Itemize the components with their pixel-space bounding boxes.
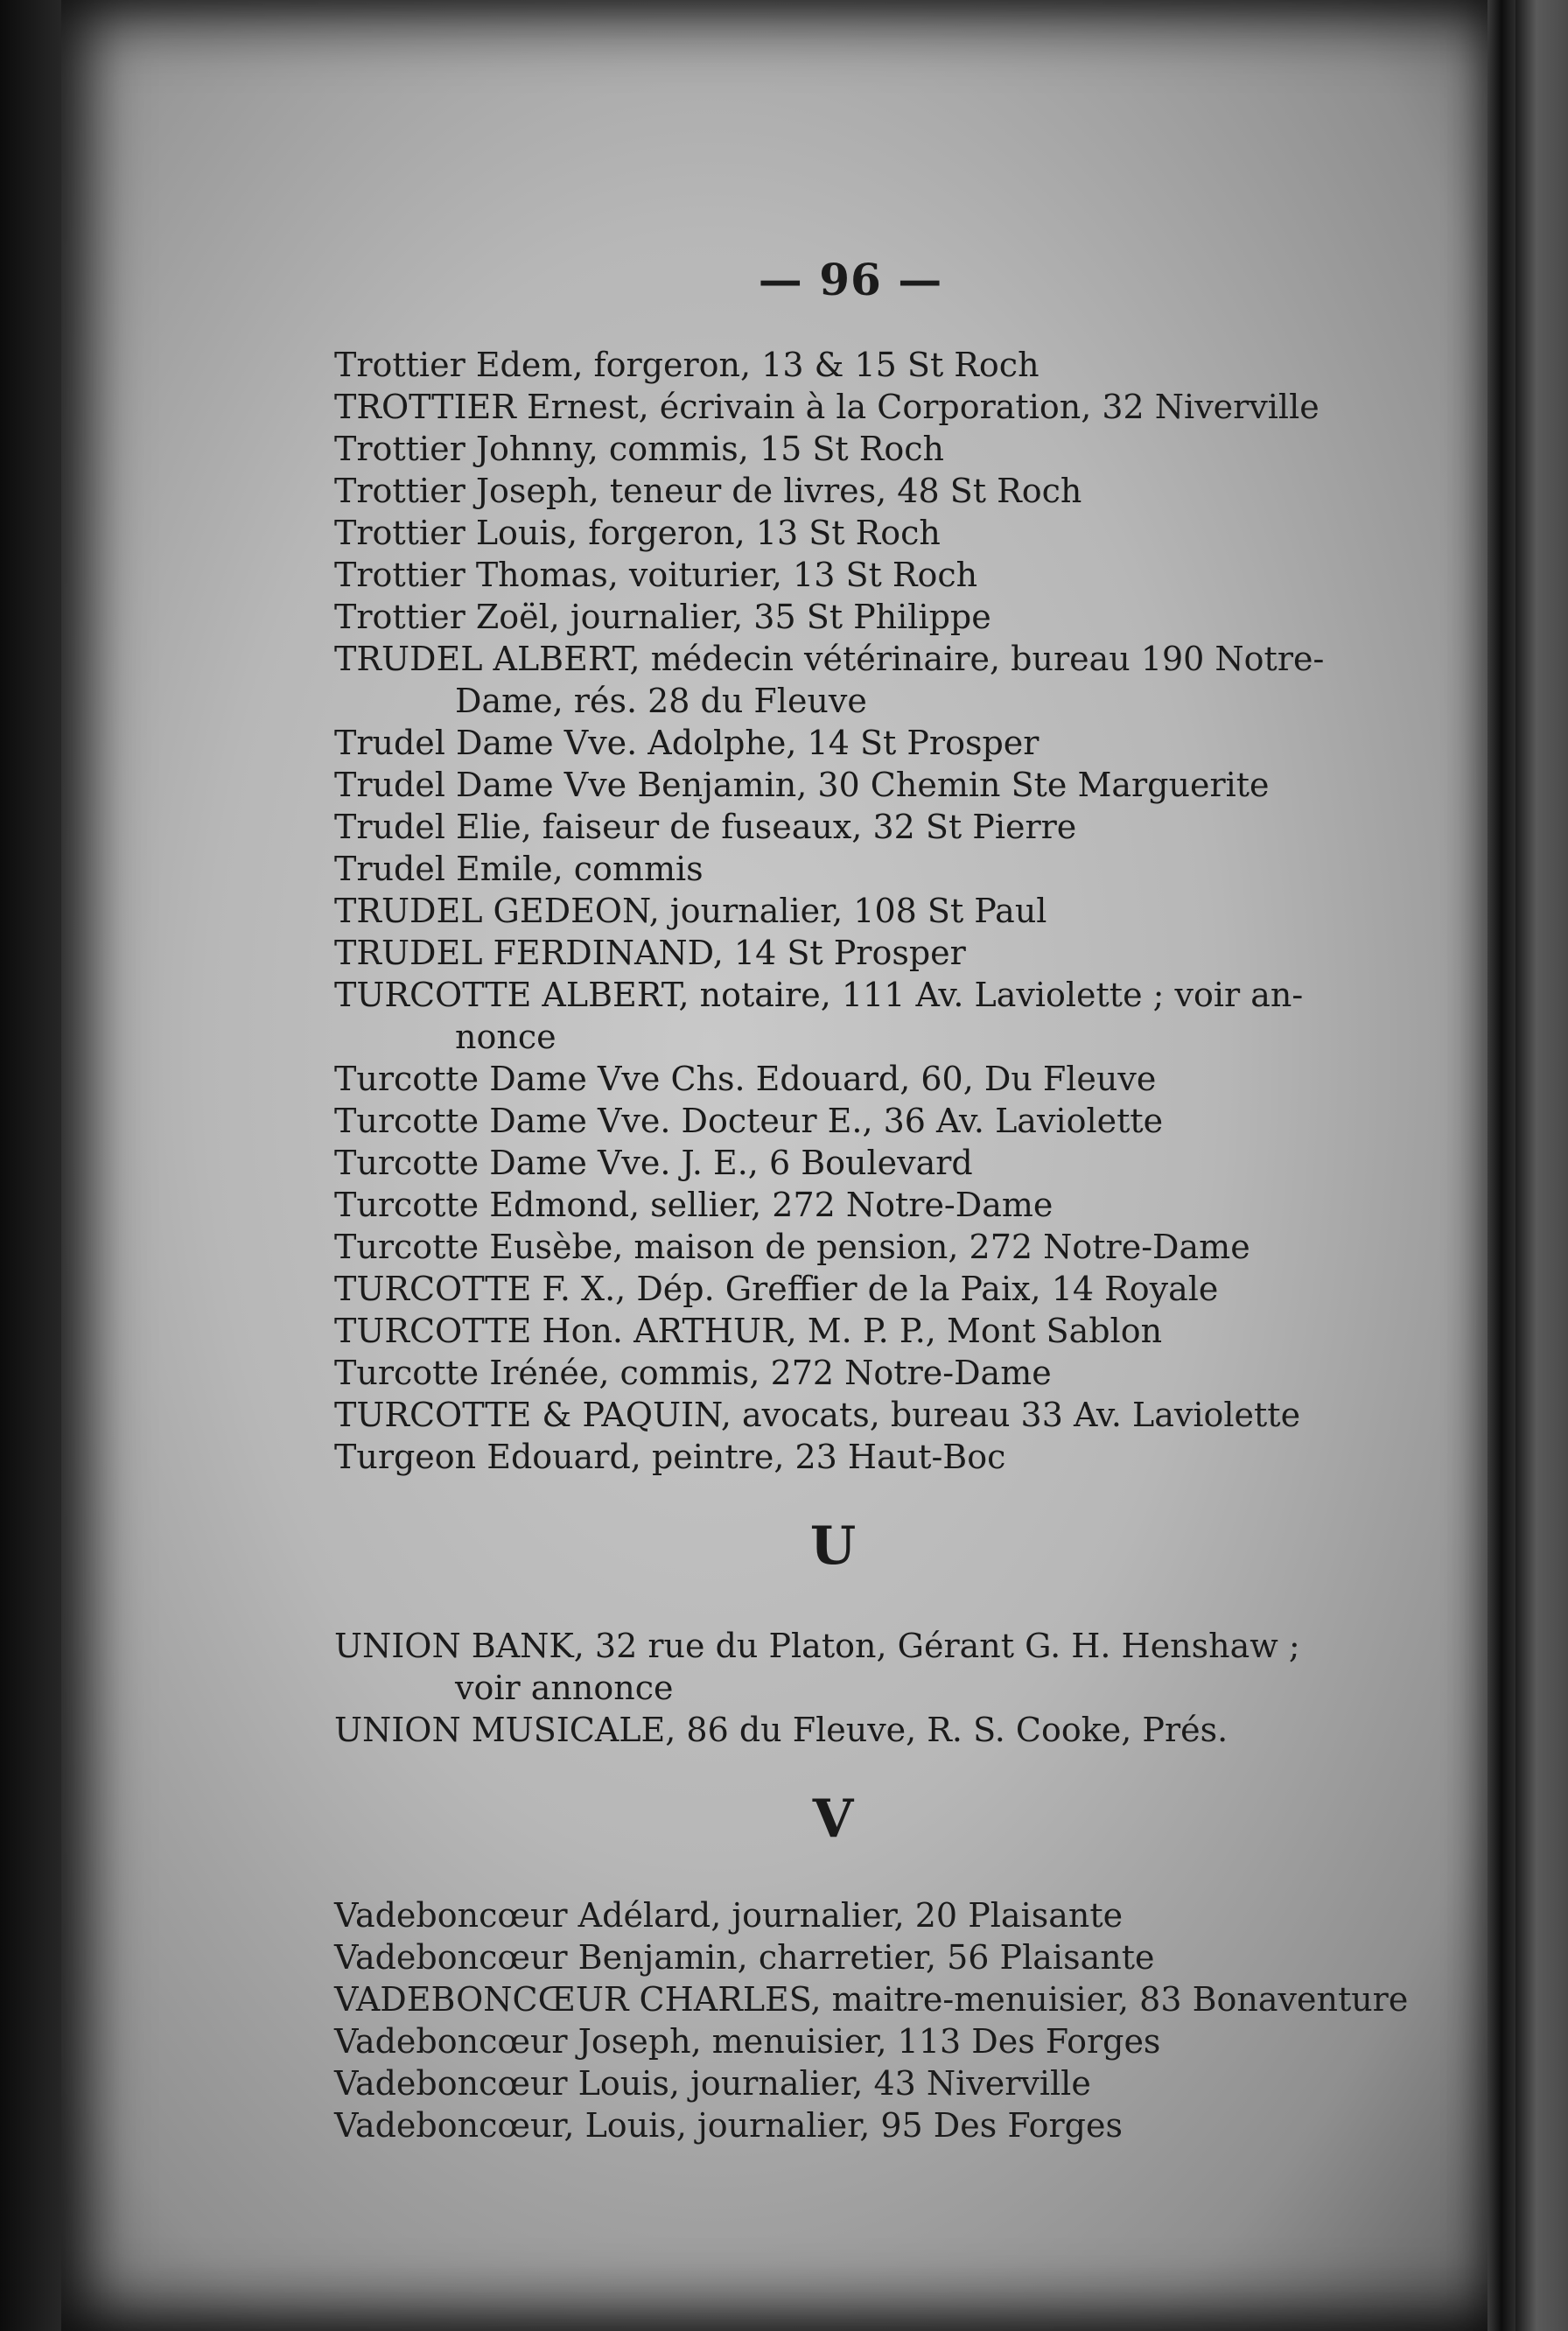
entries-section-u: [334, 1625, 1472, 1751]
directory-entry: [334, 1100, 1472, 1142]
entry-text: TURCOTTE Hon. ARTHUR, M. P. P., Mont Sablon: [334, 1312, 1163, 1350]
entry-text: Vadeboncœur Louis, journalier, 43 Niverville: [334, 2064, 1091, 2103]
directory-entry: [334, 1709, 1472, 1751]
entry-text: UNION BANK, 32 rue du Platon, Gérant G. H. Henshaw ;: [334, 1627, 1300, 1665]
directory-entry: [334, 1978, 1472, 2020]
entries-section-v: [334, 1894, 1472, 2146]
directory-entry: [334, 2104, 1472, 2146]
directory-entry: [334, 722, 1472, 764]
directory-entry: [334, 1226, 1472, 1268]
entry-text: Turcotte Dame Vve. J. E., 6 Boulevard: [334, 1144, 973, 1182]
directory-entry: [334, 386, 1472, 428]
directory-entry: [334, 1142, 1472, 1184]
directory-entry: [334, 974, 1472, 1058]
entry-text: TRUDEL ALBERT, médecin vétérinaire, bureau 190 Notre-: [334, 640, 1325, 678]
directory-entry: [334, 1436, 1472, 1478]
entry-text: Trottier Thomas, voiturier, 13 St Roch: [334, 556, 978, 594]
directory-entry: [334, 470, 1472, 512]
entry-text: VADEBONCŒUR CHARLES, maitre-menuisier, 83 Bonaventure: [334, 1980, 1409, 2019]
entry-text: TRUDEL GEDEON, journalier, 108 St Paul: [334, 892, 1047, 930]
directory-entry: [334, 1310, 1472, 1352]
directory-entry: [334, 1058, 1472, 1100]
entry-text: Turcotte Edmond, sellier, 272 Notre-Dame: [334, 1186, 1054, 1224]
entry-text: TURCOTTE & PAQUIN, avocats, bureau 33 Av. Laviolette: [334, 1396, 1301, 1434]
directory-entry: [334, 1394, 1472, 1436]
entry-text: Turgeon Edouard, peintre, 23 Haut-Boc: [334, 1438, 1006, 1476]
entry-text: Turcotte Dame Vve Chs. Edouard, 60, Du Fleuve: [334, 1060, 1157, 1098]
section-letter-v: V: [812, 1788, 854, 1850]
directory-entry: [334, 428, 1472, 470]
directory-entry: [334, 2062, 1472, 2104]
directory-entry: [334, 344, 1472, 386]
entry-text: TURCOTTE ALBERT, notaire, 111 Av. Laviolette ; voir an-: [334, 976, 1304, 1014]
entry-text: Trottier Johnny, commis, 15 St Roch: [334, 430, 945, 468]
entry-continuation: voir annonce: [455, 1669, 674, 1707]
directory-entry: [334, 764, 1472, 806]
page-number: — 96 —: [758, 254, 943, 305]
scan-left-edge: [0, 0, 70, 2331]
directory-entry: [334, 554, 1472, 596]
entry-text: Trottier Louis, forgeron, 13 St Roch: [334, 514, 941, 552]
entry-text: Vadeboncœur Joseph, menuisier, 113 Des Forges: [334, 2022, 1161, 2061]
adjacent-page-edge: [1516, 0, 1568, 2331]
entry-text: Trudel Dame Vve. Adolphe, 14 St Prosper: [334, 724, 1040, 762]
entry-continuation: Dame, rés. 28 du Fleuve: [455, 682, 867, 720]
directory-text: [334, 254, 1472, 2146]
directory-entry: [334, 596, 1472, 638]
directory-entry: [334, 638, 1472, 722]
entry-text: Vadeboncœur, Louis, journalier, 95 Des Forges: [334, 2106, 1123, 2145]
entry-text: Turcotte Irénée, commis, 272 Notre-Dame: [334, 1354, 1052, 1392]
directory-entry: [334, 890, 1472, 932]
directory-entry: [334, 1268, 1472, 1310]
entry-text: Turcotte Eusèbe, maison de pension, 272 Notre-Dame: [334, 1228, 1250, 1266]
entries-section-t: [334, 344, 1472, 1478]
directory-entry: [334, 1352, 1472, 1394]
directory-entry: [334, 932, 1472, 974]
entry-text: Trudel Dame Vve Benjamin, 30 Chemin Ste Marguerite: [334, 766, 1270, 804]
directory-entry: [334, 2020, 1472, 2062]
entry-text: TRUDEL FERDINAND, 14 St Prosper: [334, 934, 966, 972]
entry-text: UNION MUSICALE, 86 du Fleuve, R. S. Cooke, Prés.: [334, 1711, 1228, 1749]
entry-text: Vadeboncœur Benjamin, charretier, 56 Plaisante: [334, 1938, 1155, 1977]
entry-continuation: nonce: [455, 1018, 556, 1056]
directory-entry: [334, 512, 1472, 554]
entry-text: Vadeboncœur Adélard, journalier, 20 Plaisante: [334, 1896, 1124, 1935]
entry-text: Trudel Emile, commis: [334, 850, 704, 888]
directory-entry: [334, 1894, 1472, 1936]
entry-text: TROTTIER Ernest, écrivain à la Corporation, 32 Niverville: [334, 388, 1320, 426]
entry-text: TURCOTTE F. X., Dép. Greffier de la Paix, 14 Royale: [334, 1270, 1219, 1308]
directory-entry: [334, 848, 1472, 890]
entry-text: Turcotte Dame Vve. Docteur E., 36 Av. Laviolette: [334, 1102, 1164, 1140]
entry-text: Trottier Zoël, journalier, 35 St Philippe: [334, 598, 991, 636]
directory-entry: [334, 1936, 1472, 1978]
entry-text: Trottier Joseph, teneur de livres, 48 St Roch: [334, 472, 1082, 510]
directory-entry: [334, 1184, 1472, 1226]
book-gutter: [1488, 0, 1516, 2331]
entry-text: Trottier Edem, forgeron, 13 & 15 St Roch: [334, 346, 1040, 384]
directory-entry: [334, 806, 1472, 848]
directory-entry: [334, 1625, 1472, 1709]
entry-text: Trudel Elie, faiseur de fuseaux, 32 St Pierre: [334, 808, 1077, 846]
section-letter-u: U: [809, 1516, 857, 1577]
